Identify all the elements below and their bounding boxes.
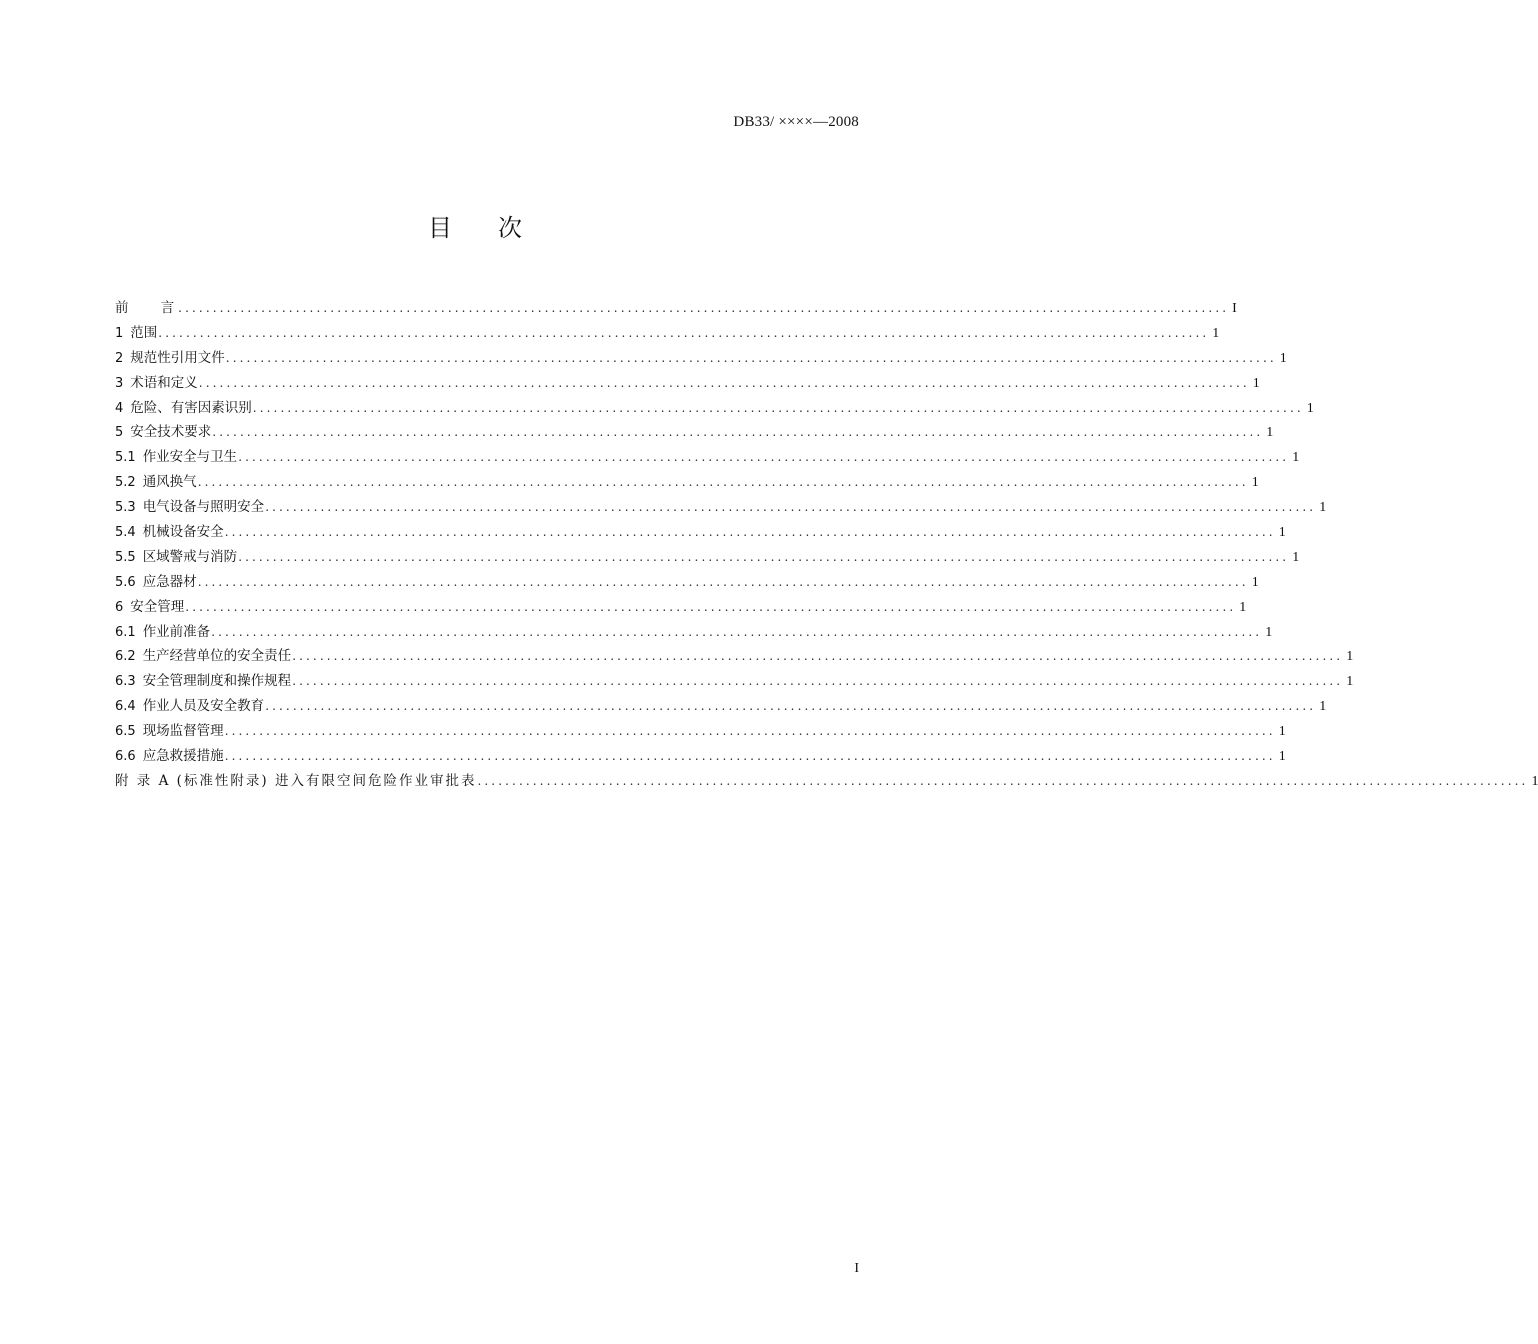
toc-entry-text: 生产经营单位的安全责任 bbox=[142, 648, 292, 665]
toc-leader: ........................................................................................................................................................ bbox=[292, 649, 1344, 664]
toc-leader: ........................................................................................................................................................ bbox=[224, 724, 1276, 739]
toc-entry-label: 6.3 安全管理制度和操作规程 bbox=[115, 669, 292, 689]
toc-entry-label bbox=[115, 769, 477, 789]
toc-entry-text: 作业安全与卫生 bbox=[142, 449, 238, 466]
toc-page-number: 1 bbox=[1343, 674, 1353, 690]
toc-leader: ........................................................................................................................................................ bbox=[212, 425, 1264, 440]
toc-entry-text: 危险、有害因素识别 bbox=[130, 399, 252, 416]
toc-page-number: 1 bbox=[1277, 351, 1287, 367]
toc-entry-label: 6.2 生产经营单位的安全责任 bbox=[115, 644, 292, 664]
toc-leader: ........................................................................................................................................................ bbox=[265, 500, 1317, 515]
toc-page-number: 1 bbox=[1528, 774, 1538, 790]
toc-leader: ........................................................................................................................................................ bbox=[178, 301, 1230, 315]
toc-page-number: 1 bbox=[1276, 525, 1286, 541]
toc-entry[interactable] bbox=[115, 719, 1286, 744]
toc-entry-text: 安全管理 bbox=[130, 598, 185, 615]
toc-entry[interactable] bbox=[115, 445, 1300, 470]
toc-page-number: 1 bbox=[1289, 450, 1299, 466]
toc-entry[interactable] bbox=[115, 346, 1287, 371]
toc-entry-text: 应急器材 bbox=[142, 573, 197, 590]
toc-entry[interactable] bbox=[115, 396, 1314, 421]
toc-entry-text: 通风换气 bbox=[142, 474, 197, 491]
toc-leader: ........................................................................................................................................................ bbox=[292, 674, 1344, 689]
toc-leader: ........................................................................................................................................................ bbox=[252, 400, 1304, 415]
toc-leader: ........................................................................................................................................................ bbox=[224, 525, 1276, 540]
toc-leader: ........................................................................................................................................................ bbox=[224, 749, 1276, 764]
toc-entry[interactable] bbox=[115, 495, 1327, 520]
toc-leader: ........................................................................................................................................................ bbox=[197, 574, 1249, 589]
toc-leader: ........................................................................................................................................................ bbox=[225, 350, 1277, 365]
toc-entry-label: 4 危险、有害因素识别 bbox=[115, 396, 253, 416]
toc-entry-label: 6.6 应急救援措施 bbox=[115, 744, 225, 764]
toc-title: 目次 bbox=[428, 214, 568, 242]
toc-entry-label bbox=[115, 296, 178, 316]
toc-page-number: 1 bbox=[1250, 376, 1260, 392]
toc-entry[interactable] bbox=[115, 769, 1538, 794]
toc-entry-text: 作业前准备 bbox=[142, 623, 211, 640]
toc-entry-label: 6.5 现场监督管理 bbox=[115, 719, 225, 739]
toc-entry-label: 5 安全技术要求 bbox=[115, 420, 212, 440]
toc-leader: ........................................................................................................................................................ bbox=[197, 475, 1249, 490]
toc-page-number: 1 bbox=[1276, 749, 1286, 765]
document-code: DB33/ ××××—2008 bbox=[733, 114, 859, 130]
toc-page-number: 1 bbox=[1249, 575, 1259, 591]
toc-entry[interactable] bbox=[115, 420, 1274, 445]
toc-entry-label: 5.4 机械设备安全 bbox=[115, 520, 225, 540]
toc-entry-text: 电气设备与照明安全 bbox=[142, 499, 265, 516]
table-of-contents bbox=[115, 296, 1538, 794]
toc-page-number: 1 bbox=[1276, 724, 1286, 740]
toc-entry-label: 2 规范性引用文件 bbox=[115, 346, 226, 366]
toc-entry[interactable] bbox=[115, 744, 1286, 769]
toc-entry[interactable] bbox=[115, 296, 1237, 321]
toc-entry-text: 区域警戒与消防 bbox=[142, 548, 238, 565]
toc-entry[interactable] bbox=[115, 545, 1300, 570]
toc-entry[interactable] bbox=[115, 520, 1286, 545]
toc-entry-text: 规范性引用文件 bbox=[130, 349, 225, 366]
toc-entry-label: 5.3 电气设备与照明安全 bbox=[115, 495, 265, 515]
toc-entry[interactable] bbox=[115, 321, 1220, 346]
toc-entry-text: 现场监督管理 bbox=[142, 723, 224, 740]
toc-leader: ........................................................................................................................................................ bbox=[265, 699, 1317, 714]
toc-entry-label: 5.2 通风换气 bbox=[115, 470, 198, 490]
toc-leader: ........................................................................................................................................................ bbox=[211, 624, 1263, 639]
toc-entry[interactable] bbox=[115, 371, 1260, 396]
toc-leader: ........................................................................................................................................................ bbox=[185, 599, 1237, 614]
toc-leader: ........................................................................................................................................................ bbox=[238, 549, 1290, 564]
page-number: I bbox=[854, 1261, 859, 1276]
toc-entry-text: 术语和定义 bbox=[130, 374, 198, 391]
toc-page-number: 1 bbox=[1304, 401, 1314, 417]
toc-page-number: 1 bbox=[1236, 600, 1246, 616]
toc-entry-label: 6 安全管理 bbox=[115, 595, 185, 615]
toc-entry-label: 3 术语和定义 bbox=[115, 371, 199, 391]
toc-leader: ........................................................................................................................................................ bbox=[198, 375, 1250, 390]
toc-page-number: 1 bbox=[1262, 625, 1272, 641]
toc-entry-text: 机械设备安全 bbox=[142, 524, 224, 541]
toc-entry-text: 作业人员及安全教育 bbox=[142, 698, 265, 715]
toc-leader: ........................................................................................................................................................ bbox=[238, 450, 1290, 465]
toc-page-number: 1 bbox=[1316, 500, 1326, 516]
toc-entry[interactable] bbox=[115, 669, 1354, 694]
toc-leader: ........................................................................................................................................................ bbox=[477, 773, 1529, 788]
toc-entry-text: 前 言 bbox=[115, 300, 178, 316]
toc-entry-text: 附 录 A (标准性附录) 进入有限空间危险作业审批表 bbox=[115, 772, 477, 789]
toc-page-number: 1 bbox=[1209, 326, 1219, 342]
toc-entry-label: 5.6 应急器材 bbox=[115, 570, 198, 590]
toc-entry-text: 应急救援措施 bbox=[142, 748, 224, 765]
toc-entry-label: 1 范围 bbox=[115, 321, 158, 341]
toc-entry-label: 5.1 作业安全与卫生 bbox=[115, 445, 238, 465]
toc-entry[interactable] bbox=[115, 644, 1354, 669]
toc-entry-label: 6.1 作业前准备 bbox=[115, 620, 211, 640]
toc-entry-text: 安全技术要求 bbox=[130, 424, 212, 441]
toc-entry-label: 6.4 作业人员及安全教育 bbox=[115, 694, 265, 714]
toc-entry[interactable] bbox=[115, 620, 1273, 645]
toc-entry-label: 5.5 区域警戒与消防 bbox=[115, 545, 238, 565]
toc-page-number: 1 bbox=[1289, 550, 1299, 566]
toc-leader: ........................................................................................................................................................ bbox=[158, 325, 1210, 340]
toc-page-number: 1 bbox=[1249, 475, 1259, 491]
toc-entry[interactable] bbox=[115, 570, 1259, 595]
toc-page-number: I bbox=[1229, 301, 1237, 317]
toc-entry-text: 范围 bbox=[130, 324, 158, 341]
toc-page-number: 1 bbox=[1316, 699, 1326, 715]
toc-entry[interactable] bbox=[115, 694, 1327, 719]
toc-page-number: 1 bbox=[1343, 649, 1353, 665]
toc-entry[interactable] bbox=[115, 595, 1247, 620]
toc-entry[interactable] bbox=[115, 470, 1259, 495]
toc-entry-text: 安全管理制度和操作规程 bbox=[142, 673, 292, 690]
toc-page-number: 1 bbox=[1263, 425, 1273, 441]
